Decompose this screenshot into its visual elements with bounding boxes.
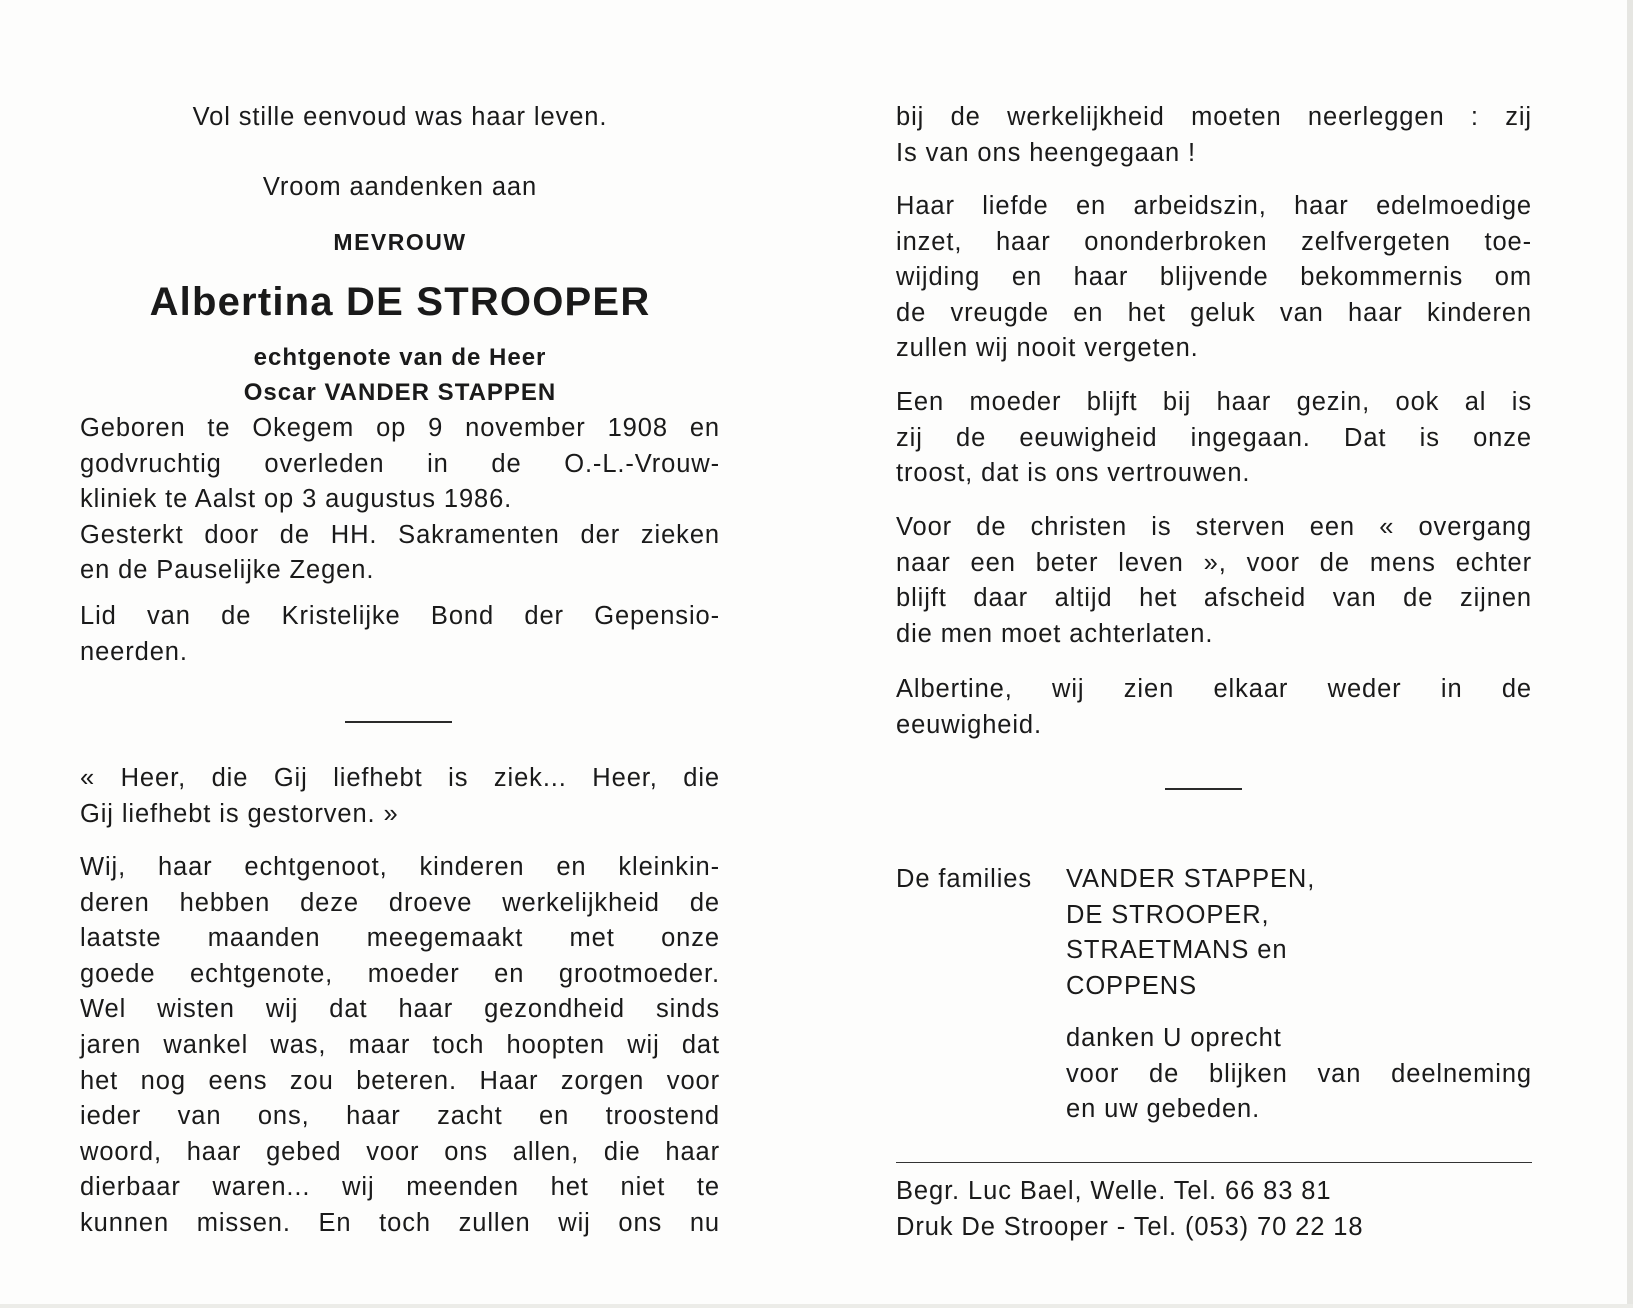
text-line: wijding en haar blijvende bekommernis om [896,263,1532,292]
text-line: Een moeder blijft bij haar gezin, ook al is [896,388,1532,416]
family-names [1066,862,1526,1004]
text-line: woord, haar gebed voor ons allen, die haar [80,1137,720,1166]
text-line: ieder van ons, haar zacht en troostend [80,1102,720,1131]
text-line: Voor de christen is sterven een « overgang [896,513,1532,541]
footer-rule [896,1162,1532,1163]
text-line: Gesterkt door de HH. Sakramenten der zieken [80,520,720,549]
text-line: Lid van de Kristelijke Bond der Gepensio- [80,602,720,630]
paragraph [896,672,1532,743]
text-line: voor de blijken van deelneming [1066,1059,1532,1088]
text-line: danken U oprecht [1066,1024,1282,1052]
quote-paragraph [80,761,720,832]
family-name: COPPENS [1066,971,1197,1000]
text-line: blijft daar altijd het afscheid van de zijnen [896,584,1532,613]
divider [1165,788,1242,790]
text-line: godvruchtig overleden in de O.-L.-Vrouw- [80,449,720,478]
text-line: die men moet achterlaten. [896,619,1214,648]
text-line: zullen wij nooit vergeten. [896,334,1199,363]
paragraph [896,385,1532,492]
family-name: DE STROOPER, [1066,900,1270,929]
text-line: troost, dat is ons vertrouwen. [896,459,1251,488]
text-line: eeuwigheid. [896,710,1043,739]
bio-paragraph [80,411,720,589]
text-line: « Heer, die Gij liefhebt is ziek... Heer, die [80,764,720,792]
text-line: en uw gebeden. [1066,1095,1261,1124]
text-line: Geboren te Okegem op 9 november 1908 en [80,414,720,442]
printer-line: Druk De Strooper - Tel. (053) 70 22 18 [896,1212,1364,1241]
spouse-block [80,340,720,410]
text-line: het nog eens zou beteren. Haar zorgen voor [80,1066,720,1095]
deceased-name: Albertina DE STROOPER [149,280,651,324]
text-line: bij de werkelijkheid moeten neerleggen : zij [896,103,1532,131]
thanks-block [1066,1021,1532,1128]
spouse-line: echtgenote van de Heer [253,344,547,371]
card-edge [0,1304,1633,1308]
text-line: Wij, haar echtgenoot, kinderen en kleinkin- [80,853,720,881]
title-label: MEVROUW [333,229,467,255]
text-line: en de Pauselijke Zegen. [80,556,375,585]
text-line: deren hebben deze droeve werkelijkheid de [80,888,720,917]
text-line: dierbaar waren... wij meenden het niet te [80,1173,720,1202]
text-line: Albertine, wij zien elkaar weder in de [896,675,1532,703]
text-line: naar een beter leven », voor de mens echter [896,548,1532,577]
text-line: jaren wankel was, maar toch hoopten wij dat [80,1030,720,1059]
spouse-line: Oscar VANDER STAPPEN [243,379,557,406]
intro-text: Vroom aandenken aan [262,173,538,201]
membership-paragraph [80,599,720,670]
text-line: de vreugde en het geluk van haar kinderen [896,298,1532,327]
family-name: STRAETMANS en [1066,936,1288,965]
family-name: VANDER STAPPEN, [1066,865,1316,893]
divider [345,721,452,723]
tribute-paragraph [80,850,720,1242]
text-line: kunnen missen. En toch zullen wij ons nu [80,1208,720,1237]
text-line: inzet, haar ononderbroken zelfvergeten toe- [896,227,1532,256]
paragraph [896,100,1532,171]
paragraph [896,189,1532,367]
text-line: kliniek te Aalst op 3 augustus 1986. [80,485,513,514]
text-line: goede echtgenote, moeder en grootmoeder. [80,959,720,988]
text-line: Is van ons heengegaan ! [896,138,1197,167]
text-line: Haar liefde en arbeidszin, haar edelmoedige [896,192,1532,220]
footer [896,1174,1532,1245]
motto: Vol stille eenvoud was haar leven. [192,103,608,131]
paragraph [896,510,1532,652]
text-line: Wel wisten wij dat haar gezondheid sinds [80,995,720,1024]
text-line: neerden. [80,637,188,666]
text-line: zij de eeuwigheid ingegaan. Dat is onze [896,423,1532,452]
text-line: Gij liefhebt is gestorven. » [80,799,399,828]
card-edge [1627,0,1633,1308]
families-prefix: De families [896,865,1033,893]
funeral-director-line: Begr. Luc Bael, Welle. Tel. 66 83 81 [896,1177,1332,1205]
text-line: laatste maanden meegemaakt met onze [80,924,720,953]
